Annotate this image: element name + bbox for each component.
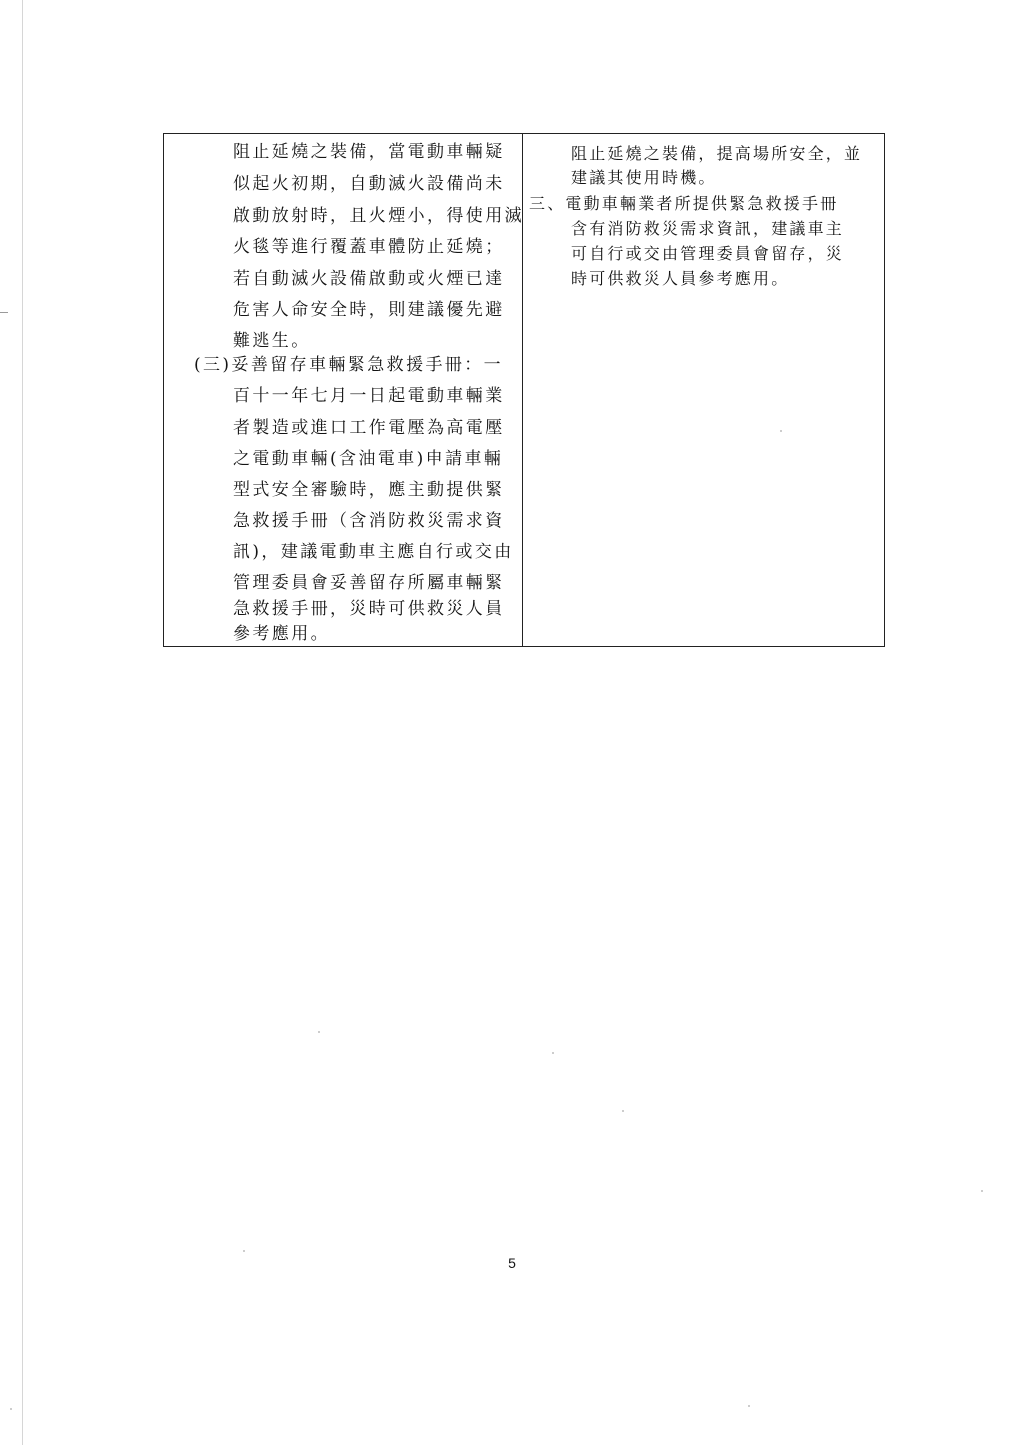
right-line: 時可供救災人員參考應用。 [571,269,790,288]
left-line: 管理委員會妥善留存所屬車輛緊 [233,573,505,593]
scan-speck [10,1408,12,1410]
scan-speck [243,1250,245,1252]
scan-speck [780,430,782,432]
scan-speck [622,1110,624,1112]
page-number: 5 [508,1255,516,1271]
left-line: 百十一年七月一日起電動車輛業 [233,386,505,406]
scan-speck [552,1052,554,1054]
left-line: 型式安全審驗時，應主動提供緊 [233,480,505,500]
left-column [164,134,523,646]
left-line: 急救援手冊（含消防救災需求資 [233,511,505,531]
margin-tick-mark [0,312,8,313]
left-line: 訊)，建議電動車主應自行或交由 [233,542,514,562]
scan-speck [981,1190,983,1192]
right-line: 阻止延燒之裝備，提高場所安全，並 [571,144,863,163]
right-line: 建議其使用時機。 [571,168,717,187]
left-line: 參考應用。 [233,624,330,644]
left-line: 之電動車輛(含油電車)申請車輛 [233,449,504,469]
left-line: 者製造或進口工作電壓為高電壓 [233,418,505,438]
right-line: 可自行或交由管理委員會留存，災 [571,244,845,263]
scan-edge-line [22,0,23,1445]
left-line: 危害人命安全時，則建議優先避 [233,300,505,320]
right-line-item: 三、電動車輛業者所提供緊急救援手冊 [529,194,839,213]
left-line: 啟動放射時，且火煙小，得使用滅 [233,206,524,226]
left-line: 難逃生。 [233,331,311,351]
left-line: 急救援手冊，災時可供救災人員 [233,599,505,619]
comparison-table [163,133,885,647]
scan-speck [748,1405,750,1407]
left-line: 似起火初期，自動滅火設備尚未 [233,174,505,194]
left-line: 若自動滅火設備啟動或火煙已達 [233,269,505,289]
left-line: 阻止延燒之裝備，當電動車輛疑 [233,142,505,162]
right-column [523,134,884,646]
left-line: 火毯等進行覆蓋車體防止延燒； [233,237,505,257]
scan-speck [318,1031,320,1033]
right-line: 含有消防救災需求資訊，建議車主 [571,219,845,238]
left-line-subheading: (三)妥善留存車輛緊急救援手冊：一 [194,355,504,375]
